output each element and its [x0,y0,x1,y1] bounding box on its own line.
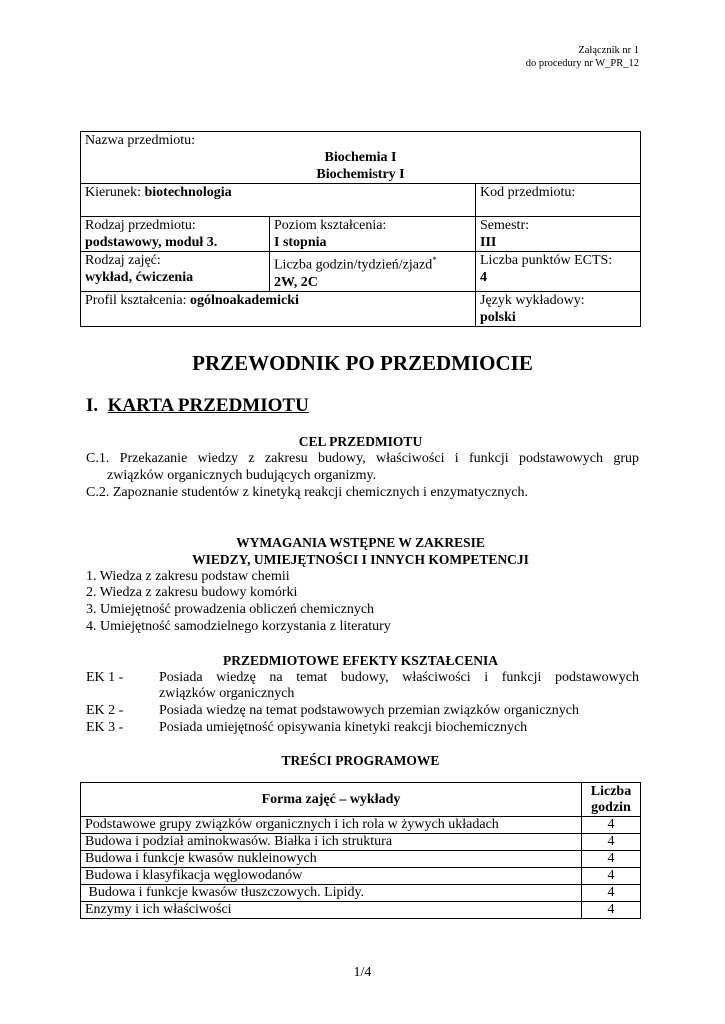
outcomes-heading: PRZEDMIOTOWE EFEKTY KSZTAŁCENIA [222,653,499,668]
class-type-label: Rodzaj zajęć: [85,253,161,268]
goal-c1-line2: związków organicznych budujących organizmy. [107,468,377,483]
semester-value: III [480,235,497,250]
requirements-heading-2: WIEDZY, UMIEJĘTNOŚCI I INNYCH KOMPETENCJI [192,552,529,567]
program-content-heading: TREŚCI PROGRAMOWE [281,753,440,768]
ects-cell [476,252,641,292]
column-header-hours [582,783,641,817]
hours-count-cell: 4 [582,851,641,868]
page-number: 1/4 [353,965,372,980]
table-row [81,851,641,868]
outcome-ek2-text: Posiada wiedzę na temat podstawowych przemian związków organicznych [159,703,579,718]
outcome-ek3-text: Posiada umiejętność opisywania kinetyki reakcji biochemicznych [159,720,528,735]
column-header-form: Forma zajęć – wykłady [81,783,582,817]
table-row [81,885,641,902]
requirement-item: 2. Wiedza z zakresu budowy komórki [86,585,298,600]
hours-cell [270,252,476,292]
outcome-ek1-line1: Posiada wiedzę na temat budowy, właściwości i funkcji podstawowych [159,670,639,685]
section-heading [86,395,309,417]
outcome-code-ek3: EK 3 - [86,720,124,735]
hours-label: Liczba godzin/tydzień/zjazd [274,257,433,273]
goal-c1-line1: C.1. Przekazanie wiedzy z zakresu budowy, właściwości i funkcji podstawowych grup [86,451,639,466]
column-header-hours-line2: godzin [591,799,631,815]
topic-cell: Enzymy i ich właściwości [81,902,582,919]
outcome-code-ek2: EK 2 - [86,703,124,718]
course-name-en: Biochemistry I [316,167,405,182]
level-label: Poziom kształcenia: [274,218,387,233]
course-code-cell [476,184,641,217]
level-cell [270,217,476,252]
requirements-heading-1: WYMAGANIA WSTĘPNE W ZAKRESIE [236,535,485,550]
profile-label: Profil kształcenia: [85,292,190,308]
semester-cell [476,217,641,252]
hours-value: 2W, 2C [274,274,318,290]
language-label: Język wykładowy: [480,292,585,308]
program-content-table [80,782,641,919]
course-name-label: Nazwa przedmiotu: [85,133,196,148]
topic-cell: Budowa i podział aminokwasów. Białka i ich struktura [81,834,582,851]
language-cell [476,291,641,326]
outcome-ek1-line2: związków organicznych [159,686,295,701]
topic-cell: Budowa i funkcje kwasów nukleinowych [81,851,582,868]
hours-footnote-mark: * [432,255,437,265]
requirement-item: 1. Wiedza z zakresu podstaw chemii [86,569,290,584]
section-number: I. [86,395,99,416]
profile-cell [81,291,476,326]
column-header-hours-line1: Liczba [590,783,632,799]
kierunek-label: Kierunek: [85,185,145,200]
semester-label: Semestr: [480,218,529,233]
profile-value: ogólnoakademicki [189,292,299,308]
course-name-pl: Biochemia I [324,150,397,165]
course-info-table [80,131,641,327]
table-row [81,868,641,885]
table-row [81,902,641,919]
topic-cell: Budowa i funkcje kwasów tłuszczowych. Lipidy. [81,885,582,902]
section-title: KARTA PRZEDMIOTU [107,395,309,416]
course-type-value: podstawowy, moduł 3. [85,235,218,250]
page-title: PRZEWODNIK PO PRZEDMIOCIE [192,351,533,375]
table-row [81,817,641,834]
hours-count-cell: 4 [582,834,641,851]
language-value: polski [480,309,516,325]
course-type-label: Rodzaj przedmiotu: [85,218,196,233]
course-name-cell [81,132,641,184]
ects-label: Liczba punktów ECTS: [480,253,613,268]
topic-cell: Budowa i klasyfikacja węglowodanów [81,868,582,885]
class-type-cell [81,252,270,292]
kierunek-value: biotechnologia [144,185,232,200]
attachment-label: Załącznik nr 1 [578,45,639,56]
requirement-item: 3. Umiejętność prowadzenia obliczeń chemicznych [86,602,375,617]
class-type-value: wykład, ćwiczenia [85,270,194,285]
goal-heading: CEL PRZEDMIOTU [298,434,423,449]
topic-cell: Podstawowe grupy związków organicznych i ich rola w żywych układach [81,817,582,834]
kierunek-cell [81,184,476,217]
table-row [81,834,641,851]
ects-value: 4 [480,270,487,285]
outcome-code-ek1: EK 1 - [86,670,124,685]
hours-count-cell: 4 [582,902,641,919]
hours-count-cell: 4 [582,868,641,885]
goal-c2: C.2. Zapoznanie studentów z kinetyką reakcji chemicznych i enzymatycznych. [86,485,528,500]
hours-count-cell: 4 [582,885,641,902]
requirement-item: 4. Umiejętność samodzielnego korzystania z literatury [86,619,391,634]
hours-count-cell: 4 [582,817,641,834]
course-code-label: Kod przedmiotu: [480,185,576,200]
course-type-cell [81,217,270,252]
procedure-label: do procedury nr W_PR_12 [525,58,639,69]
level-value: I stopnia [274,235,327,250]
